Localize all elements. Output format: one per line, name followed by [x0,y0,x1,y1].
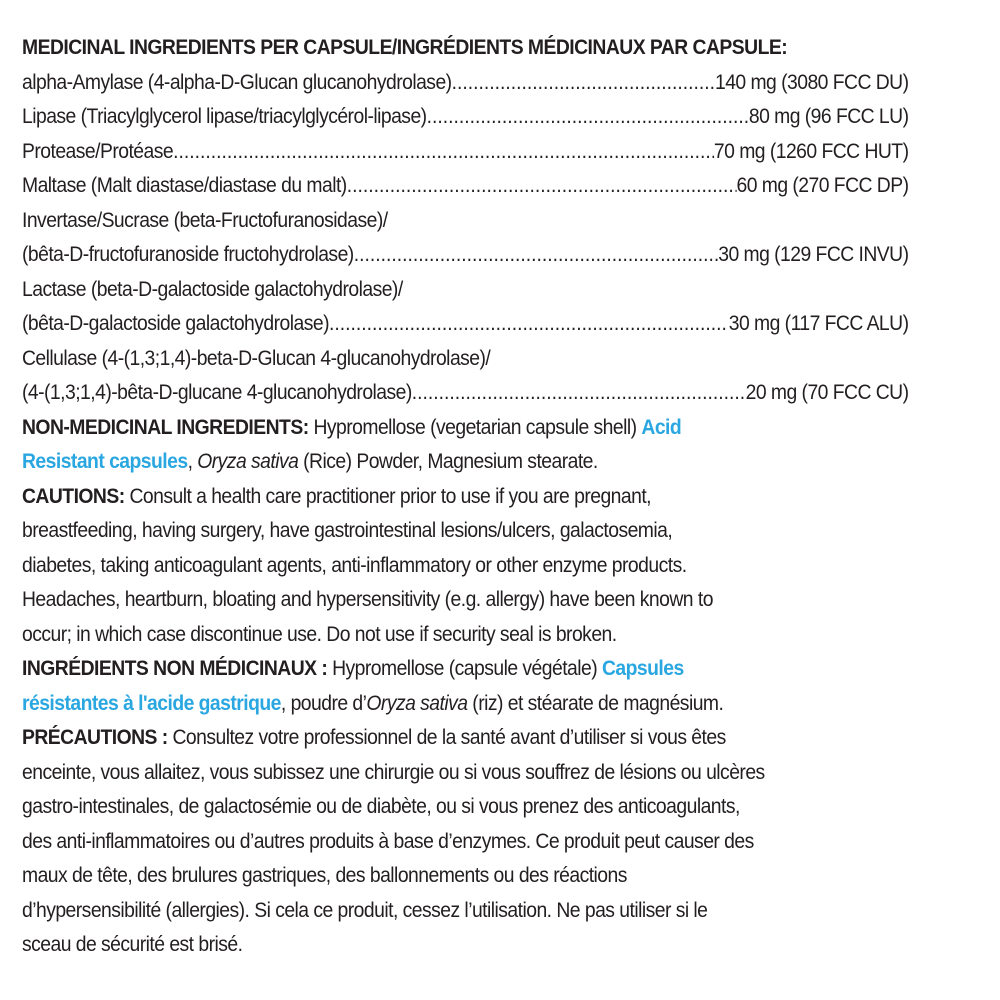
ingredient-name-line1: Invertase/Sucrase (beta-Fructofuranosidase)/ [22,207,388,232]
dot-leader [329,306,729,341]
ingredient-name: Protease/Protéase [22,138,174,163]
acid-resistant-highlight: Acid [641,414,682,439]
dot-leader [452,65,715,100]
dot-leader [173,134,714,169]
cautions-fr-line: maux de tête, des brulures gastriques, des ballonnements ou des réactions [22,863,627,887]
dot-leader [347,168,737,203]
ingredient-amount: 30 mg (129 FCC INVU) [718,242,909,266]
ingredient-name: alpha-Amylase (4-alpha-D-Glucan glucanohydrolase) [22,69,452,94]
ingredient-row [22,306,909,341]
ingredient-name: Lipase (Triacylglycerol lipase/triacylglycérol-lipase) [22,104,427,128]
non-medicinal-en-heading: NON-MEDICINAL INGREDIENTS: [22,414,309,439]
cautions-fr-line: sceau de sécurité est brisé. [22,932,243,956]
non-medicinal-en-text: , [187,449,198,473]
latin-name: Oryza sativa [366,690,468,715]
non-medicinal-fr-text: , poudre d’ [280,690,367,715]
ingredient-name: (bêta-D-fructofuranoside fructohydrolase) [22,242,354,266]
cautions-fr-heading: PRÉCAUTIONS : [22,725,168,749]
ingredient-amount: 80 mg (96 FCC LU) [748,104,909,128]
ingredient-row [22,134,909,169]
cautions-fr-line: gastro-intestinales, de galactosémie ou de diabète, ou si vous prenez des anticoagulants, [22,794,740,818]
ingredient-name-line1: Cellulase (4-(1,3;1,4)-beta-D-Glucan 4-glucanohydrolase)/ [22,345,491,370]
non-medicinal-fr-heading: INGRÉDIENTS NON MÉDICINAUX : [22,656,328,680]
non-medicinal-fr-paragraph [22,651,909,686]
non-medicinal-fr-paragraph-cont [22,686,909,721]
ingredient-name-line1: Lactase (beta-D-galactoside galactohydrolase)/ [22,276,403,301]
ingredient-row [22,237,909,272]
non-medicinal-en-text: (Rice) Powder, Magnesium stearate. [298,449,598,473]
ingredient-amount: 60 mg (270 FCC DP) [736,173,909,197]
acid-resistant-highlight-fr-cont: résistantes à l'acide gastrique [22,690,281,715]
ingredient-name: (bêta-D-galactoside galactohydrolase) [22,311,329,335]
dot-leader [354,237,719,272]
cautions-en-heading: CAUTIONS: [22,483,125,508]
cautions-fr-line: d’hypersensibilité (allergies). Si cela ce produit, cessez l’utilisation. Ne pas utiliser si le [22,897,708,922]
ingredient-name: Maltase (Malt diastase/diastase du malt) [22,173,347,197]
ingredient-row [22,375,909,410]
ingredient-amount: 70 mg (1260 FCC HUT) [713,138,909,163]
non-medicinal-en-paragraph-cont [22,444,909,479]
cautions-en-line [22,479,909,514]
product-label-text [22,30,909,962]
non-medicinal-en-text: Hypromellose (vegetarian capsule shell) [308,414,642,439]
ingredient-amount: 30 mg (117 FCC ALU) [728,311,909,335]
cautions-fr-line [22,720,909,755]
cautions-fr-line: des anti-inflammatoires ou d’autres produits à base d’enzymes. Ce produit peut causer des [22,828,754,853]
ingredient-name: (4-(1,3;1,4)-bêta-D-glucane 4-glucanohydrolase) [22,380,412,404]
cautions-fr-line: enceinte, vous allaitez, vous subissez une chirurgie ou si vous souffrez de lésions ou ulcères [22,759,765,784]
ingredient-row [22,168,909,203]
acid-resistant-highlight-fr: Capsules [601,656,684,680]
dot-leader [427,99,749,134]
cautions-en-line: occur; in which case discontinue use. Do not use if security seal is broken. [22,621,617,646]
acid-resistant-highlight-cont: Resistant capsules [22,449,188,473]
cautions-en-text: Consult a health care practitioner prior to use if you are pregnant, [124,483,652,508]
non-medicinal-fr-text: Hypromellose (capsule végétale) [327,656,602,680]
dot-leader [412,375,746,410]
medicinal-ingredients-heading: MEDICINAL INGREDIENTS PER CAPSULE/INGRÉDIENTS MÉDICINAUX PAR CAPSULE: [22,35,788,59]
ingredient-amount: 140 mg (3080 FCC DU) [714,69,909,94]
latin-name: Oryza sativa [197,449,299,473]
cautions-en-line: diabetes, taking anticoagulant agents, anti-inflammatory or other enzyme products. [22,552,687,577]
cautions-fr-text: Consultez votre professionnel de la santé avant d’utiliser si vous êtes [167,725,726,749]
non-medicinal-en-paragraph [22,410,909,445]
cautions-en-line: Headaches, heartburn, bloating and hypersensitivity (e.g. allergy) have been known to [22,587,713,611]
ingredient-row [22,99,909,134]
cautions-en-line: breastfeeding, having surgery, have gastrointestinal lesions/ulcers, galactosemia, [22,518,673,542]
non-medicinal-fr-text: (riz) et stéarate de magnésium. [467,690,724,715]
ingredient-amount: 20 mg (70 FCC CU) [745,380,909,404]
ingredient-row [22,65,909,100]
